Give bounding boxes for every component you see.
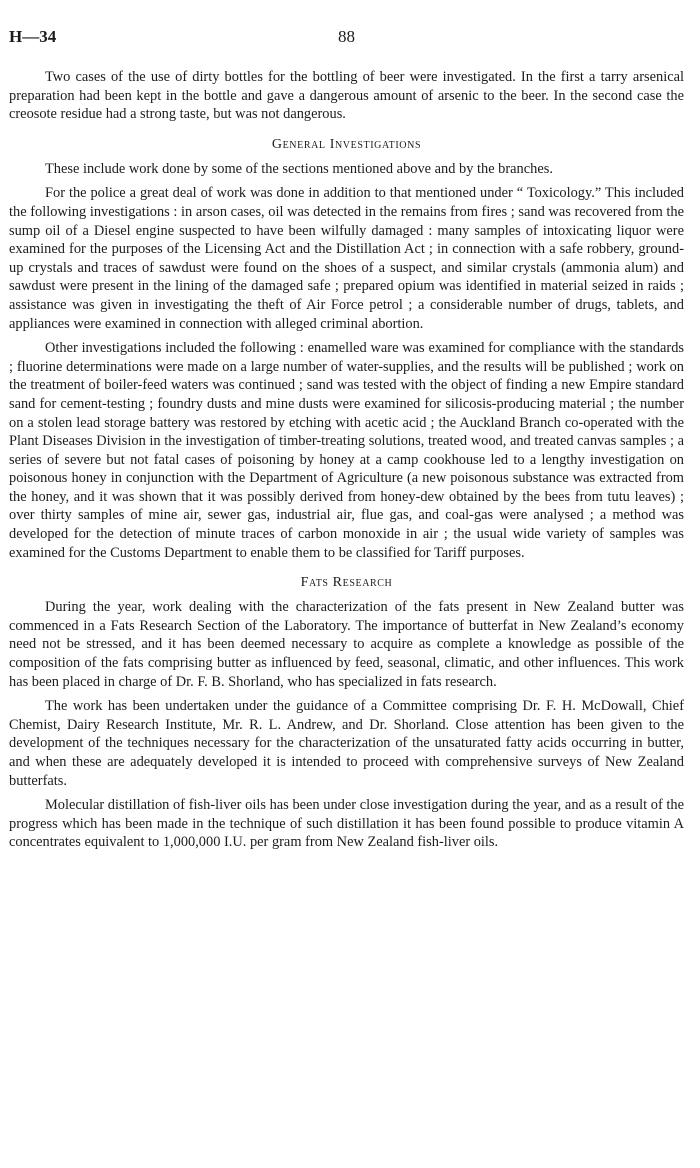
page-number: 88: [338, 27, 355, 46]
document-code: H—34: [9, 27, 57, 46]
fats-paragraph-3: Molecular distillation of fish-liver oils has been under close investigation during the year, and as a result of the progress which has been made in the technique of such distillation it has been found possible to produce vitamin A concentrates equivalent to 1,000,000 I.U. per gram from New Zealand fish-liver oils.: [9, 797, 684, 851]
general-paragraph-2: For the police a great deal of work was done in addition to that mentioned under “ Toxicology.” This included the following investigations : in arson cases, oil was detected in the remains from fires ; sand was recovered from the sump oil of a Diesel engine suspected to have been wilfully damaged : many samples of intoxicating liquor were examined for the purposes of the Licensing Act and the Distillation Act ; in connection with a safe robbery, ground-up crystals and traces of sawdust were found on the shoes of a suspect, and similar crystals (ammonia alum) and sawdust were present in the lining of the damaged safe ; prepared opium was identified in material seized in raids ; assistance was given in investigating the theft of Air Force petrol ; a considerable number of drugs, tablets, and appliances were examined in connection with alleged criminal abortion.: [9, 185, 684, 332]
intro-paragraph: Two cases of the use of dirty bottles for the bottling of beer were investigated. In the first a tarry arsenical preparation had been kept in the bottle and gave a dangerous amount of arsenic to the beer. In the second case the creosote residue had a strong taste, but was not dangerous.: [9, 69, 684, 123]
fats-research-heading: Fats Research: [300, 575, 393, 591]
general-paragraph-1: These include work done by some of the sections mentioned above and by the branches.: [45, 160, 553, 177]
general-paragraph-3: Other investigations included the following : enamelled ware was examined for compliance with the standards ; fluorine determinations were made on a large number of water-supplies, and the results will be published ; work on the treatment of boiler-feed waters was continued ; sand was tested with the object of finding a new Empire standard sand for cement-testing ; foundry dusts and mine dusts were examined for silicosis-producing material ; the number on a stolen lead storage battery was restored by etching with acetic acid ; the Auckland Branch co-operated with the Plant Diseases Division in the investigation of timber-treating solutions, treated wood, and treated canvas samples ; a series of severe but not fatal cases of poisoning by honey at a camp cookhouse led to a lengthy investigation on poisonous honey in conjunction with the Department of Agriculture (a new poisonous substance was extracted from the honey, and it was shown that it was possibly derived from honey-dew obtained by the bees from tutu leaves) ; over thirty samples of mine air, sewer gas, industrial air, flue gas, and coal-gas were analysed ; a method was developed for the detection of minute traces of carbon monoxide in air ; the usual wide variety of samples was examined for the Customs Department to enable them to be classified for Tariff purposes.: [9, 340, 684, 561]
fats-paragraph-2: The work has been undertaken under the guidance of a Committee comprising Dr. F. H. McDowall, Chief Chemist, Dairy Research Institute, Mr. R. L. Andrew, and Dr. Shorland. Close attention has been given to the development of the techniques necessary for the characterization of the unsaturated fatty acids occurring in butter, and when these are adequately developed it is intended to proceed with comprehensive surveys of New Zealand butterfats.: [9, 698, 684, 789]
page-header: [9, 28, 684, 52]
general-investigations-heading: General Investigations: [271, 136, 422, 152]
fats-paragraph-1: During the year, work dealing with the characterization of the fats present in New Zealand butter was commenced in a Fats Research Section of the Laboratory. The importance of butterfat in New Zealand’s economy need not be stressed, and it has been deemed necessary to acquire as complete a knowledge as possible of the composition of the fats comprising butter as influenced by feed, seasonal, climatic, and other influences. This work has been placed in charge of Dr. F. B. Shorland, who has specialized in fats research.: [9, 599, 684, 690]
